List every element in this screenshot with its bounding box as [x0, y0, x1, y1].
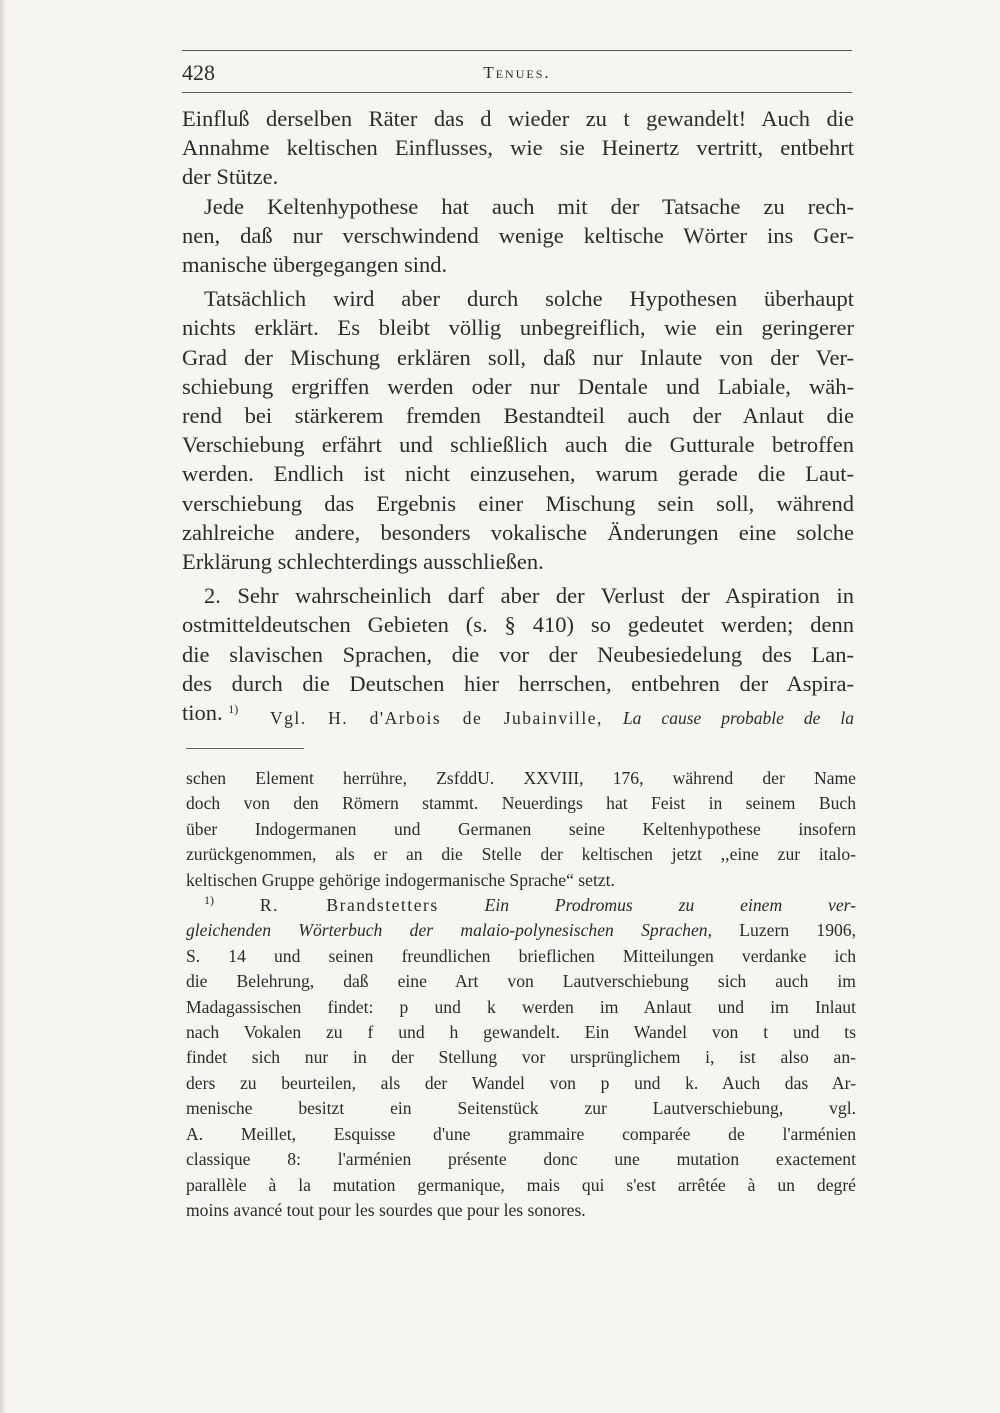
text-line: Einfluß derselben Räter das d wieder zu t gewandelt! Auch die	[182, 106, 854, 131]
text-line: Erklärung schlechterdings ausschließen.	[182, 549, 544, 575]
footnote-line: nach Vokalen zu f und h gewandelt. Ein Wandel von t und ts	[186, 1022, 856, 1043]
footnote-line: doch von den Römern stammt. Neuerdings hat Feist in seinem Buch	[186, 793, 856, 814]
text-line: nen, daß nur verschwindend wenige keltische Wörter ins Ger-	[182, 222, 854, 248]
footnote-line: S. 14 und seinen freundlichen brieflichen Mitteilungen verdanke ich	[186, 945, 856, 966]
text-line: die slavischen Sprachen, die vor der Neubesiedelung des Lan-	[182, 641, 854, 667]
footnote-line: parallèle à la mutation germanique, mais qui s'est arrêtée à un degré	[186, 1174, 856, 1195]
footnotes	[186, 766, 856, 1223]
text-fragment: tion.	[182, 700, 223, 726]
top-rule	[182, 50, 852, 51]
footnote-line: classique 8: l'arménien présente donc une mutation exactement	[186, 1149, 856, 1170]
text-line: rend bei stärkerem fremden Bestandteil auch der Anlaut die	[182, 403, 854, 429]
footnote-italic-title: La cause probable de la	[622, 708, 854, 728]
footnote-title: Ein Prodromus zu einem ver-	[484, 895, 856, 916]
footnote-marker: 1)	[204, 893, 214, 908]
text-line: werden. Endlich ist nicht einzusehen, warum gerade die Laut-	[182, 461, 854, 487]
footnote-line: zurückgenommen, als er an die Stelle der keltischen jetzt ,,eine zur italo-	[186, 844, 856, 865]
footnote-line	[186, 893, 856, 918]
footnote-line: moins avancé tout pour les sourdes que pour les sonores.	[186, 1199, 586, 1220]
text-line: zahlreiche andere, besonders vokalische Änderungen eine solche	[182, 519, 854, 545]
text-line: 2. Sehr wahrscheinlich darf aber der Verlust der Aspiration in	[204, 583, 854, 609]
footnote-author: R. Brandstetters	[259, 895, 439, 916]
footnote-marker: 1)	[228, 702, 239, 717]
text-line: Annahme keltischen Einflusses, wie sie Heinertz vertritt, entbehrt	[182, 135, 854, 161]
running-title: Tenues.	[483, 63, 551, 82]
text-line: ostmitteldeutschen Gebieten (s. § 410) so gedeutet werden; denn	[182, 612, 854, 638]
footnote-line: Madagassischen findet: p und k werden im Anlaut und im Inlaut	[186, 996, 856, 1017]
text-line: der Stütze.	[182, 164, 279, 190]
text-line: Tatsächlich wird aber durch solche Hypothesen überhaupt	[204, 286, 854, 312]
header-rule	[182, 92, 852, 93]
footnote-first-line	[270, 708, 854, 729]
footnote-line: über Indogermanen und Germanen seine Keltenhypothese insofern	[186, 818, 856, 839]
footnote-line: menische besitzt ein Seitenstück zur Lautverschiebung, vgl.	[186, 1098, 856, 1119]
text-line: Jede Keltenhypothese hat auch mit der Tatsache zu rech-	[204, 193, 854, 219]
text-line: des durch die Deutschen hier herrschen, entbehren der Aspira-	[182, 670, 854, 696]
page-header	[182, 58, 852, 92]
text-line: schiebung ergriffen werden oder nur Dentale und Labiale, wäh-	[182, 373, 854, 399]
footnote-separator	[186, 748, 304, 749]
text-line: Verschiebung erfährt und schließlich auch die Gutturale betroffen	[182, 432, 854, 458]
footnote-prefix: Vgl. H. d'Arbois de Jubainville,	[270, 708, 603, 728]
text-line: manische übergegangen sind.	[182, 252, 448, 278]
footnote-line	[186, 918, 856, 943]
footnote-line: findet sich nur in der Stellung vor ursprünglichem i, ist also an-	[186, 1047, 856, 1068]
text-line: Grad der Mischung erklären soll, daß nur Inlaute von der Ver-	[182, 344, 854, 370]
page-edge-shadow	[0, 0, 6, 1413]
footnote-line: die Belehrung, daß eine Art von Lautverschiebung sich auch im	[186, 971, 856, 992]
main-text	[182, 104, 854, 727]
text-line: verschiebung das Ergebnis einer Mischung sein soll, während	[182, 490, 854, 516]
footnote-title: gleichenden Wörterbuch der malaio-polynesischen Sprachen,	[186, 920, 712, 941]
footnote-text: Luzern 1906,	[739, 920, 857, 941]
footnote-line: A. Meillet, Esquisse d'une grammaire comparée de l'arménien	[186, 1123, 856, 1144]
footnote-line: schen Element herrühre, ZsfddU. XXVIII, 176, während der Name	[186, 768, 856, 788]
footnote-line: keltischen Gruppe gehörige indogermanische Sprache“ setzt.	[186, 869, 615, 890]
page-number: 428	[182, 60, 215, 85]
footnote-line: ders zu beurteilen, als der Wandel von p und k. Auch das Ar-	[186, 1072, 856, 1093]
text-line: nichts erklärt. Es bleibt völlig unbegreiflich, wie ein geringerer	[182, 315, 854, 341]
